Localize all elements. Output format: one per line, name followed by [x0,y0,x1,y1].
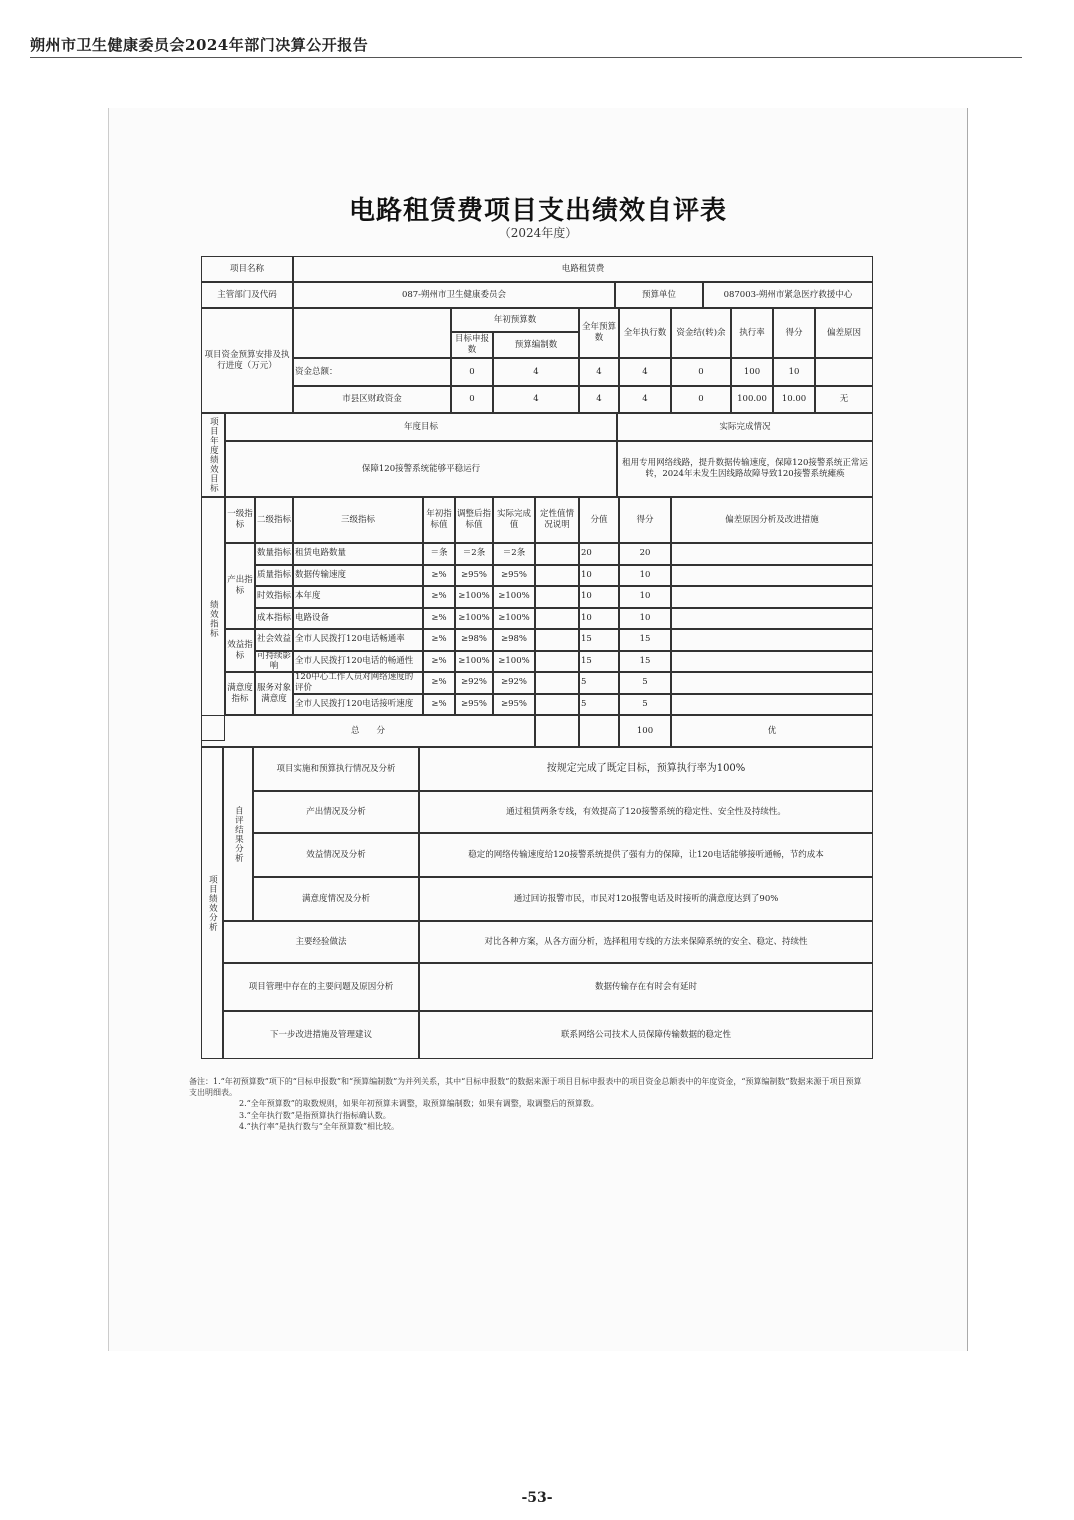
fund-deviation [815,358,873,386]
fund-row-name: 资金总额： [293,358,451,386]
indicator-weight: 15 [579,629,619,651]
performance-table [195,256,867,1064]
header-adjusted: 调整后指标值 [455,497,493,543]
indicator-adjusted: ≥95% [455,565,493,587]
fund-annual: 4 [579,386,619,413]
indicator-weight: 5 [579,694,619,716]
indicator-qual [535,586,579,608]
header-level2: 二级指标 [255,497,293,543]
indicator-adjusted: ≥100% [455,586,493,608]
indicator-analysis [671,629,873,651]
indicator-analysis [671,608,873,630]
analysis-row-label: 满意度情况及分析 [253,877,419,921]
indicator-initial: ≥% [423,629,455,651]
indicator-level3: 本年度 [293,586,423,608]
analysis-row-label: 下一步改进措施及管理建议 [223,1011,419,1059]
total-grade: 优 [671,715,873,747]
annual-goal-text: 保障120接警系统能够平稳运行 [225,441,617,497]
indicator-adjusted: ≥92% [455,672,493,694]
indicator-score: 10 [619,586,671,608]
indicator-group-satisfaction: 满意度指标 [225,672,255,715]
header-annual: 全年预算数 [579,308,619,358]
header-initial-budget: 年初预算数 [451,308,579,332]
footnote: 3.“全年执行数”是指预算执行指标确认数。 [239,1110,391,1120]
fund-executed: 4 [619,358,671,386]
indicator-actual: ＝2条 [493,543,535,565]
analysis-row-label: 效益情况及分析 [253,833,419,877]
indicator-qual [535,651,579,673]
form-title: 电路租赁费项目支出绩效自评表 [348,196,727,226]
analysis-row-label: 项目实施和预算执行情况及分析 [253,747,419,791]
header-score: 得分 [773,308,815,358]
indicator-score: 10 [619,608,671,630]
indicator-analysis [671,694,873,716]
indicator-adjusted: ≥95% [455,694,493,716]
header-divider [30,57,1022,58]
analysis-row-label: 主要经验做法 [223,921,419,963]
actual-header: 实际完成情况 [617,413,873,441]
page-number: -53- [521,1490,553,1506]
indicators-label: 绩效指标 [201,497,225,741]
indicator-actual: ≥98% [493,629,535,651]
indicator-score: 5 [619,694,671,716]
fund-target: 0 [451,386,493,413]
indicator-actual: ≥100% [493,651,535,673]
indicator-initial: ≥% [423,672,455,694]
indicator-level3: 全市人民拨打120电话畅通率 [293,629,423,651]
header-level1: 一级指标 [225,497,255,543]
indicator-qual [535,672,579,694]
fund-annual: 4 [579,358,619,386]
actual-text: 租用专用网络线路，提升数据传输速度，保障120接警系统正常运转，2024年未发生因线路故障导致120接警系统瘫痪 [617,441,873,497]
total-score: 100 [619,715,671,747]
header-balance: 资金结(转)余 [671,308,731,358]
analysis-row-text: 稳定的网络传输速度给120接警系统提供了强有力的保障，让120电话能够接听通畅，节约成本 [419,833,873,877]
header-actual: 实际完成值 [493,497,535,543]
indicator-level2: 数量指标 [255,543,293,565]
indicator-weight: 15 [579,651,619,673]
indicator-level3: 电路设备 [293,608,423,630]
fund-row-name: 市县区财政资金 [293,386,451,413]
indicator-weight: 5 [579,672,619,694]
indicator-qual [535,608,579,630]
report-header-title: 朔州市卫生健康委员会2024年部门决算公开报告 [30,36,369,54]
fund-executed: 4 [619,386,671,413]
fund-balance: 0 [671,386,731,413]
analysis-row-text: 数据传输存在有时会有延时 [419,963,873,1011]
fund-score: 10 [773,358,815,386]
indicator-score: 15 [619,651,671,673]
footnote: 4.“执行率”是执行数与“全年预算数”相比较。 [239,1121,399,1131]
dept-value: 087-朔州市卫生健康委员会 [293,282,615,308]
analysis-outer-label: 项目绩效分析 [201,747,223,1059]
indicator-qual [535,694,579,716]
indicator-weight: 20 [579,543,619,565]
indicator-level3: 全市人民拨打120电话接听速度 [293,694,423,716]
fund-score: 10.00 [773,386,815,413]
indicator-analysis [671,586,873,608]
analysis-row-text: 对比各种方案，从各方面分析，选择租用专线的方法来保障系统的安全、稳定、持续性 [419,921,873,963]
indicator-score: 20 [619,543,671,565]
indicator-initial: ≥% [423,694,455,716]
indicator-level2: 可持续影响 [257,650,292,672]
indicator-actual: ≥95% [493,565,535,587]
indicator-level2: 成本指标 [255,608,293,630]
analysis-row-text: 通过租赁两条专线，有效提高了120接警系统的稳定性、安全性及持续性。 [419,791,873,833]
analysis-inner-label: 自评结果分析 [223,747,253,921]
indicator-adjusted: ≥100% [455,608,493,630]
indicator-weight: 10 [579,586,619,608]
header-score: 得分 [619,497,671,543]
indicator-adjusted: ≥98% [455,629,493,651]
indicator-qual [535,543,579,565]
indicator-initial: ≥% [423,586,455,608]
indicator-level2: 质量指标 [255,565,293,587]
form-year: （2024年度） [498,226,578,240]
indicator-adjusted: ≥100% [455,651,493,673]
indicator-weight: 10 [579,608,619,630]
fund-balance: 0 [671,358,731,386]
indicator-initial: ≥% [423,565,455,587]
header-weight: 分值 [579,497,619,543]
unit-label: 预算单位 [615,282,703,308]
header-analysis: 偏差原因分析及改进措施 [671,497,873,543]
header-deviation: 偏差原因 [815,308,873,358]
annual-goal-header: 年度目标 [225,413,617,441]
funds-blank [293,308,451,358]
total-label: 总 分 [201,715,535,747]
footnote: 2.“全年预算数”的取数规则，如果年初预算未调整，取预算编制数；如果有调整，取调整后的预算数。 [239,1099,599,1109]
fund-deviation: 无 [815,386,873,413]
header-level3: 三级指标 [293,497,423,543]
fund-compiled: 4 [493,386,579,413]
indicator-group-output: 产出指标 [225,543,255,629]
satisfaction-level2: 服务对象满意度 [255,672,293,715]
header-qual: 定性值情况说明 [535,497,579,543]
indicator-initial: ≥% [423,608,455,630]
indicator-actual: ≥100% [493,586,535,608]
project-name-label: 项目名称 [201,256,293,282]
footnote: 备注：1.“年初预算数”项下的“目标申报数”和“预算编制数”为并列关系，其中“目标申报数”的数据来源于项目目标申报表中的项目资金总额表中的年度资金，“预算编制数”数据来源于项目预算支出明细表。 [189,1077,862,1098]
header-rate: 执行率 [731,308,773,358]
footnotes [189,1076,869,1132]
indicator-level3: 120中心工作人员对网络速度的评价 [293,672,423,694]
total-blank [535,715,579,747]
unit-value: 087003-朔州市紧急医疗救援中心 [703,282,873,308]
indicator-actual: ≥95% [493,694,535,716]
indicator-analysis [671,565,873,587]
indicator-score: 15 [619,629,671,651]
indicator-initial: ＝条 [423,543,455,565]
indicator-analysis [671,651,873,673]
header-target: 目标申报数 [451,332,493,358]
analysis-row-text: 按规定完成了既定目标，预算执行率为100% [419,747,873,791]
funds-label: 项目资金预算安排及执行进度（万元） [201,308,293,413]
total-blank [579,715,619,747]
indicator-qual [535,629,579,651]
indicator-level2: 时效指标 [255,586,293,608]
indicator-adjusted: ＝2条 [455,543,493,565]
indicator-level3: 全市人民拨打120电话的畅通性 [293,651,423,673]
analysis-row-text: 联系网络公司技术人员保障传输数据的稳定性 [419,1011,873,1059]
indicator-weight: 10 [579,565,619,587]
fund-rate: 100 [731,358,773,386]
header-compiled: 预算编制数 [493,332,579,358]
indicator-analysis [671,543,873,565]
indicator-score: 10 [619,565,671,587]
fund-target: 0 [451,358,493,386]
indicator-level3: 数据传输速度 [293,565,423,587]
dept-label: 主管部门及代码 [201,282,293,308]
indicator-level3: 租赁电路数量 [293,543,423,565]
indicator-qual [535,565,579,587]
fund-rate: 100.00 [731,386,773,413]
indicator-actual: ≥92% [493,672,535,694]
indicator-score: 5 [619,672,671,694]
goals-label: 项目年度绩效目标 [201,413,225,497]
indicator-level2: 社会效益 [255,629,293,651]
indicator-actual: ≥100% [493,608,535,630]
header-executed: 全年执行数 [619,308,671,358]
indicator-group-benefit: 效益指标 [225,629,255,672]
fund-compiled: 4 [493,358,579,386]
analysis-row-label: 项目管理中存在的主要问题及原因分析 [223,963,419,1011]
project-name-value: 电路租赁费 [293,256,873,282]
indicator-initial: ≥% [423,651,455,673]
analysis-row-text: 通过回访报警市民，市民对120报警电话及时接听的满意度达到了90% [419,877,873,921]
analysis-row-label: 产出情况及分析 [253,791,419,833]
indicator-analysis [671,672,873,694]
header-initial: 年初指标值 [423,497,455,543]
scanned-form-page [108,108,968,1351]
